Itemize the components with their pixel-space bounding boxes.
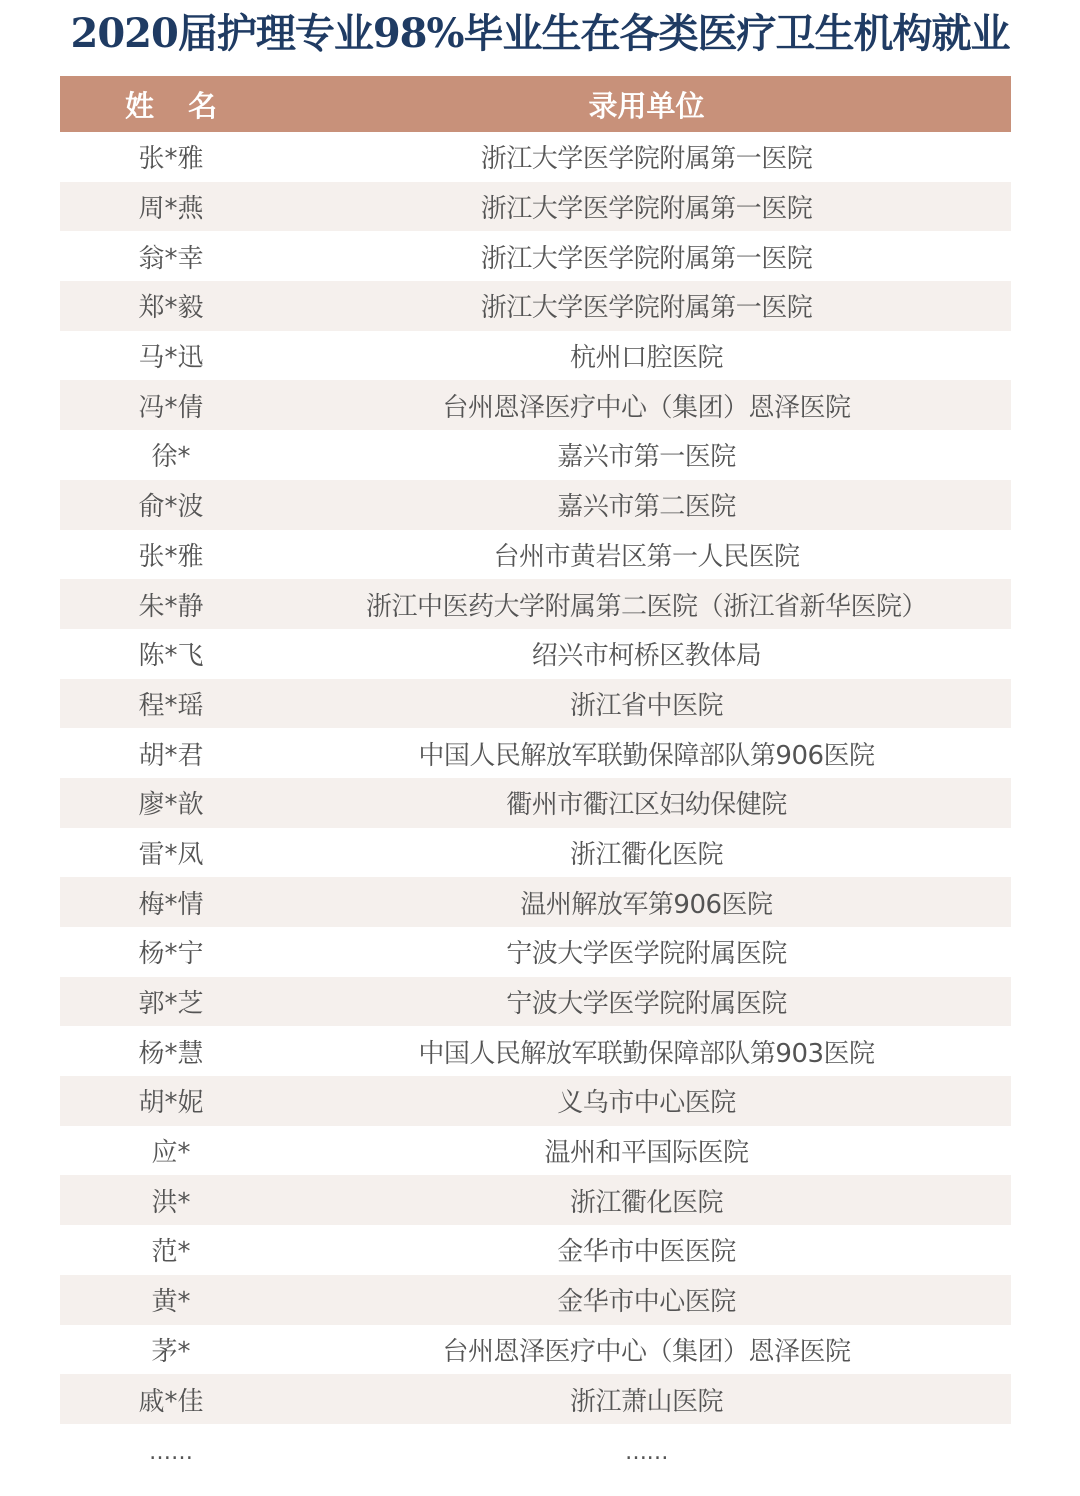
table-row-ellipsis — [60, 1424, 1011, 1482]
cell-name: 胡*君 — [138, 740, 204, 771]
table-row — [60, 629, 1011, 679]
cell-name: 郑*毅 — [138, 293, 204, 324]
cell-name: 俞*波 — [138, 492, 204, 523]
cell-name: 戚*佳 — [138, 1386, 204, 1417]
table-row — [60, 1076, 1011, 1126]
cell-employer: 台州恩泽医疗中心（集团）恩泽医院 — [442, 392, 851, 423]
table-row — [60, 530, 1011, 580]
cell-name: 洪* — [151, 1187, 191, 1218]
cell-name: 陈*飞 — [138, 641, 204, 672]
cell-employer: 浙江萧山医院 — [569, 1386, 723, 1417]
table-row — [60, 828, 1011, 878]
employment-table — [60, 76, 1011, 1482]
cell-employer: 嘉兴市第二医院 — [557, 492, 736, 523]
table-row — [60, 1374, 1011, 1424]
cell-name: 应* — [151, 1138, 191, 1169]
table-row — [60, 1275, 1011, 1325]
cell-employer: 浙江大学医学院附属第一医院 — [480, 144, 813, 175]
cell-employer: 宁波大学医学院附属医院 — [506, 989, 787, 1020]
cell-name: 郭*芝 — [138, 989, 204, 1020]
table-row — [60, 132, 1011, 182]
table-body — [60, 132, 1011, 1482]
table-row — [60, 977, 1011, 1027]
cell-name: 马*迅 — [138, 343, 204, 374]
cell-name: 周*燕 — [138, 194, 204, 225]
table-row — [60, 430, 1011, 480]
table-row — [60, 1325, 1011, 1375]
cell-employer: 绍兴市柯桥区教体局 — [531, 641, 762, 672]
cell-employer: 嘉兴市第一医院 — [557, 442, 736, 473]
table-row — [60, 877, 1011, 927]
cell-employer: 台州市黄岩区第一人民医院 — [493, 541, 800, 572]
cell-employer: 宁波大学医学院附属医院 — [506, 939, 787, 970]
table-row — [60, 1175, 1011, 1225]
cell-employer: 浙江大学医学院附属第一医院 — [480, 293, 813, 324]
table-row — [60, 331, 1011, 381]
table-row — [60, 380, 1011, 430]
cell-name: 胡*妮 — [138, 1088, 204, 1119]
cell-employer: 金华市中心医院 — [557, 1287, 736, 1318]
table-header — [60, 76, 1011, 132]
table-row — [60, 182, 1011, 232]
ellipsis-name: …… — [149, 1440, 193, 1466]
cell-employer: 浙江中医药大学附属第二医院（浙江省新华医院） — [365, 591, 927, 622]
cell-name: 范* — [151, 1237, 191, 1268]
cell-name: 张*雅 — [138, 144, 204, 175]
cell-name: 张*雅 — [138, 541, 204, 572]
cell-name: 翁*幸 — [138, 243, 204, 274]
table-row — [60, 231, 1011, 281]
table-row — [60, 579, 1011, 629]
table-row — [60, 1026, 1011, 1076]
cell-employer: 浙江大学医学院附属第一医院 — [480, 194, 813, 225]
cell-employer: 义乌市中心医院 — [557, 1088, 736, 1119]
header-name: 姓 名 — [124, 89, 230, 123]
cell-employer: 杭州口腔医院 — [569, 343, 723, 374]
header-employer: 录用单位 — [588, 89, 705, 123]
table-row — [60, 480, 1011, 530]
cell-name: 冯*倩 — [138, 392, 204, 423]
cell-employer: 浙江省中医院 — [569, 690, 723, 721]
cell-employer: 温州和平国际医院 — [544, 1138, 749, 1169]
page-title: 2020届护理专业98%毕业生在各类医疗卫生机构就业 — [70, 10, 1010, 57]
cell-employer: 浙江大学医学院附属第一医院 — [480, 243, 813, 274]
table-row — [60, 679, 1011, 729]
table-row — [60, 281, 1011, 331]
cell-name: 朱*静 — [138, 591, 204, 622]
cell-name: 徐* — [151, 442, 191, 473]
cell-employer: 金华市中医医院 — [557, 1237, 736, 1268]
cell-employer: 浙江衢化医院 — [569, 839, 723, 870]
cell-employer: 浙江衢化医院 — [569, 1187, 723, 1218]
cell-name: 雷*凤 — [138, 839, 204, 870]
cell-name: 梅*情 — [138, 889, 204, 920]
cell-employer: 台州恩泽医疗中心（集团）恩泽医院 — [442, 1336, 851, 1367]
cell-name: 茅* — [151, 1336, 191, 1367]
cell-name: 杨*慧 — [138, 1038, 204, 1069]
table-row — [60, 728, 1011, 778]
table-row — [60, 1126, 1011, 1176]
cell-employer: 中国人民解放军联勤保障部队第906医院 — [418, 740, 875, 771]
cell-name: 杨*宁 — [138, 939, 204, 970]
table-row — [60, 927, 1011, 977]
ellipsis-employer: …… — [625, 1440, 668, 1466]
cell-employer: 中国人民解放军联勤保障部队第903医院 — [418, 1038, 875, 1069]
cell-name: 程*瑶 — [138, 690, 204, 721]
cell-name: 廖*歆 — [138, 790, 204, 821]
table-row — [60, 1225, 1011, 1275]
cell-employer: 衢州市衢江区妇幼保健院 — [506, 790, 787, 821]
cell-name: 黄* — [151, 1287, 191, 1318]
table-row — [60, 778, 1011, 828]
cell-employer: 温州解放军第906医院 — [520, 889, 773, 920]
